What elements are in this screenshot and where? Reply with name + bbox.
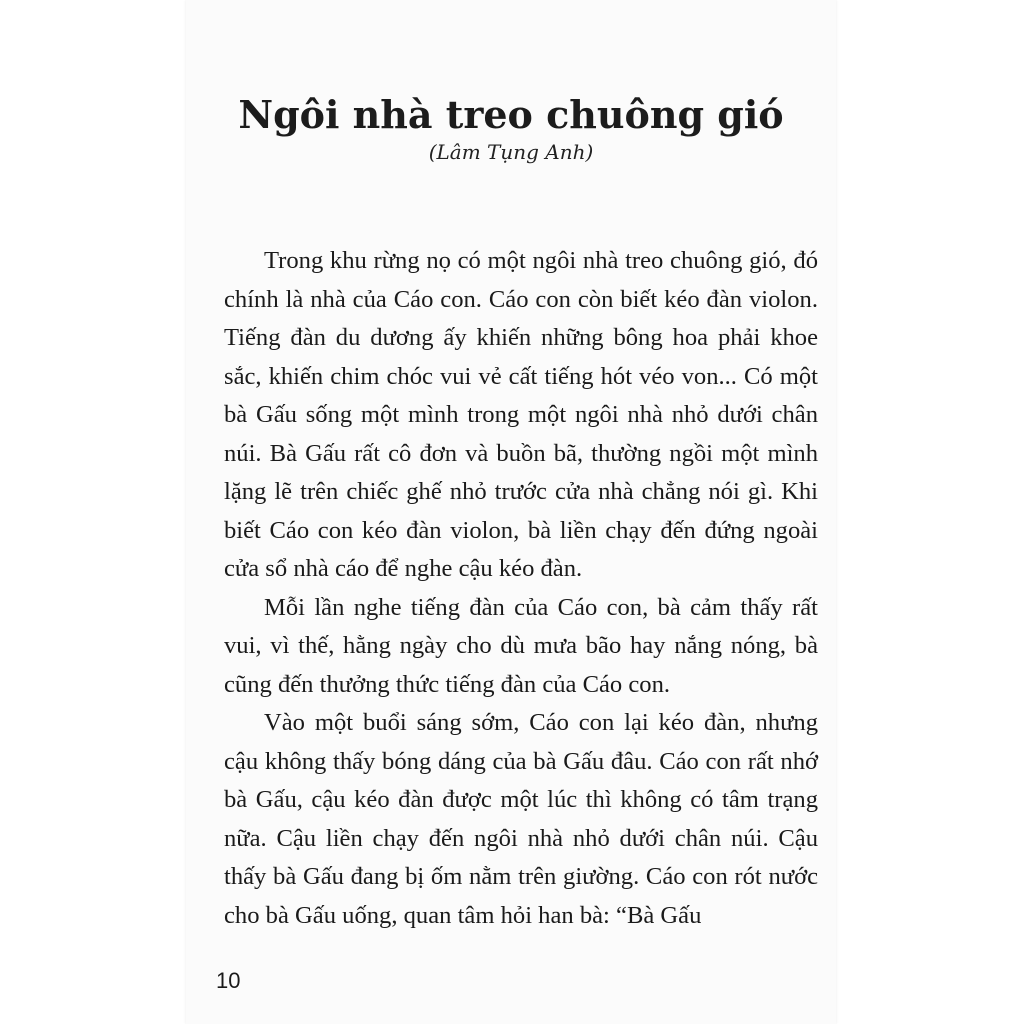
story-body [224, 242, 818, 935]
book-page [186, 0, 836, 1024]
paragraph-3: Vào một buổi sáng sớm, Cáo con lại kéo đàn, nhưng cậu không thấy bóng dáng của bà Gấu đâu. Cáo con rất nhớ bà Gấu, cậu kéo đàn được một lúc thì không có tâm trạng nữa. Cậu liền chạy đến ngôi nhà nhỏ dưới chân núi. Cậu thấy bà Gấu đang bị ốm nằm trên giường. Cáo con rót nước cho bà Gấu uống, quan tâm hỏi han bà: “Bà Gấu [224, 709, 818, 929]
page-number: 10 [216, 968, 241, 993]
paragraph-1: Trong khu rừng nọ có một ngôi nhà treo chuông gió, đó chính là nhà của Cáo con. Cáo con còn biết kéo đàn violon. Tiếng đàn du dương ấy khiến những bông hoa phải khoe sắc, khiến chim chóc vui vẻ cất tiếng hót véo von... Có một bà Gấu sống một mình trong một ngôi nhà nhỏ dưới chân núi. Bà Gấu rất cô đơn và buồn bã, thường ngồi một mình lặng lẽ trên chiếc ghế nhỏ trước cửa nhà chẳng nói gì. Khi biết Cáo con kéo đàn violon, bà liền chạy đến đứng ngoài cửa sổ nhà cáo để nghe cậu kéo đàn. [224, 247, 818, 582]
story-title: Ngôi nhà treo chuông gió [238, 92, 784, 137]
paragraph-2: Mỗi lần nghe tiếng đàn của Cáo con, bà cảm thấy rất vui, vì thế, hằng ngày cho dù mưa bão hay nắng nóng, bà cũng đến thưởng thức tiếng đàn của Cáo con. [224, 593, 818, 698]
story-author: (Lâm Tụng Anh) [428, 140, 594, 164]
